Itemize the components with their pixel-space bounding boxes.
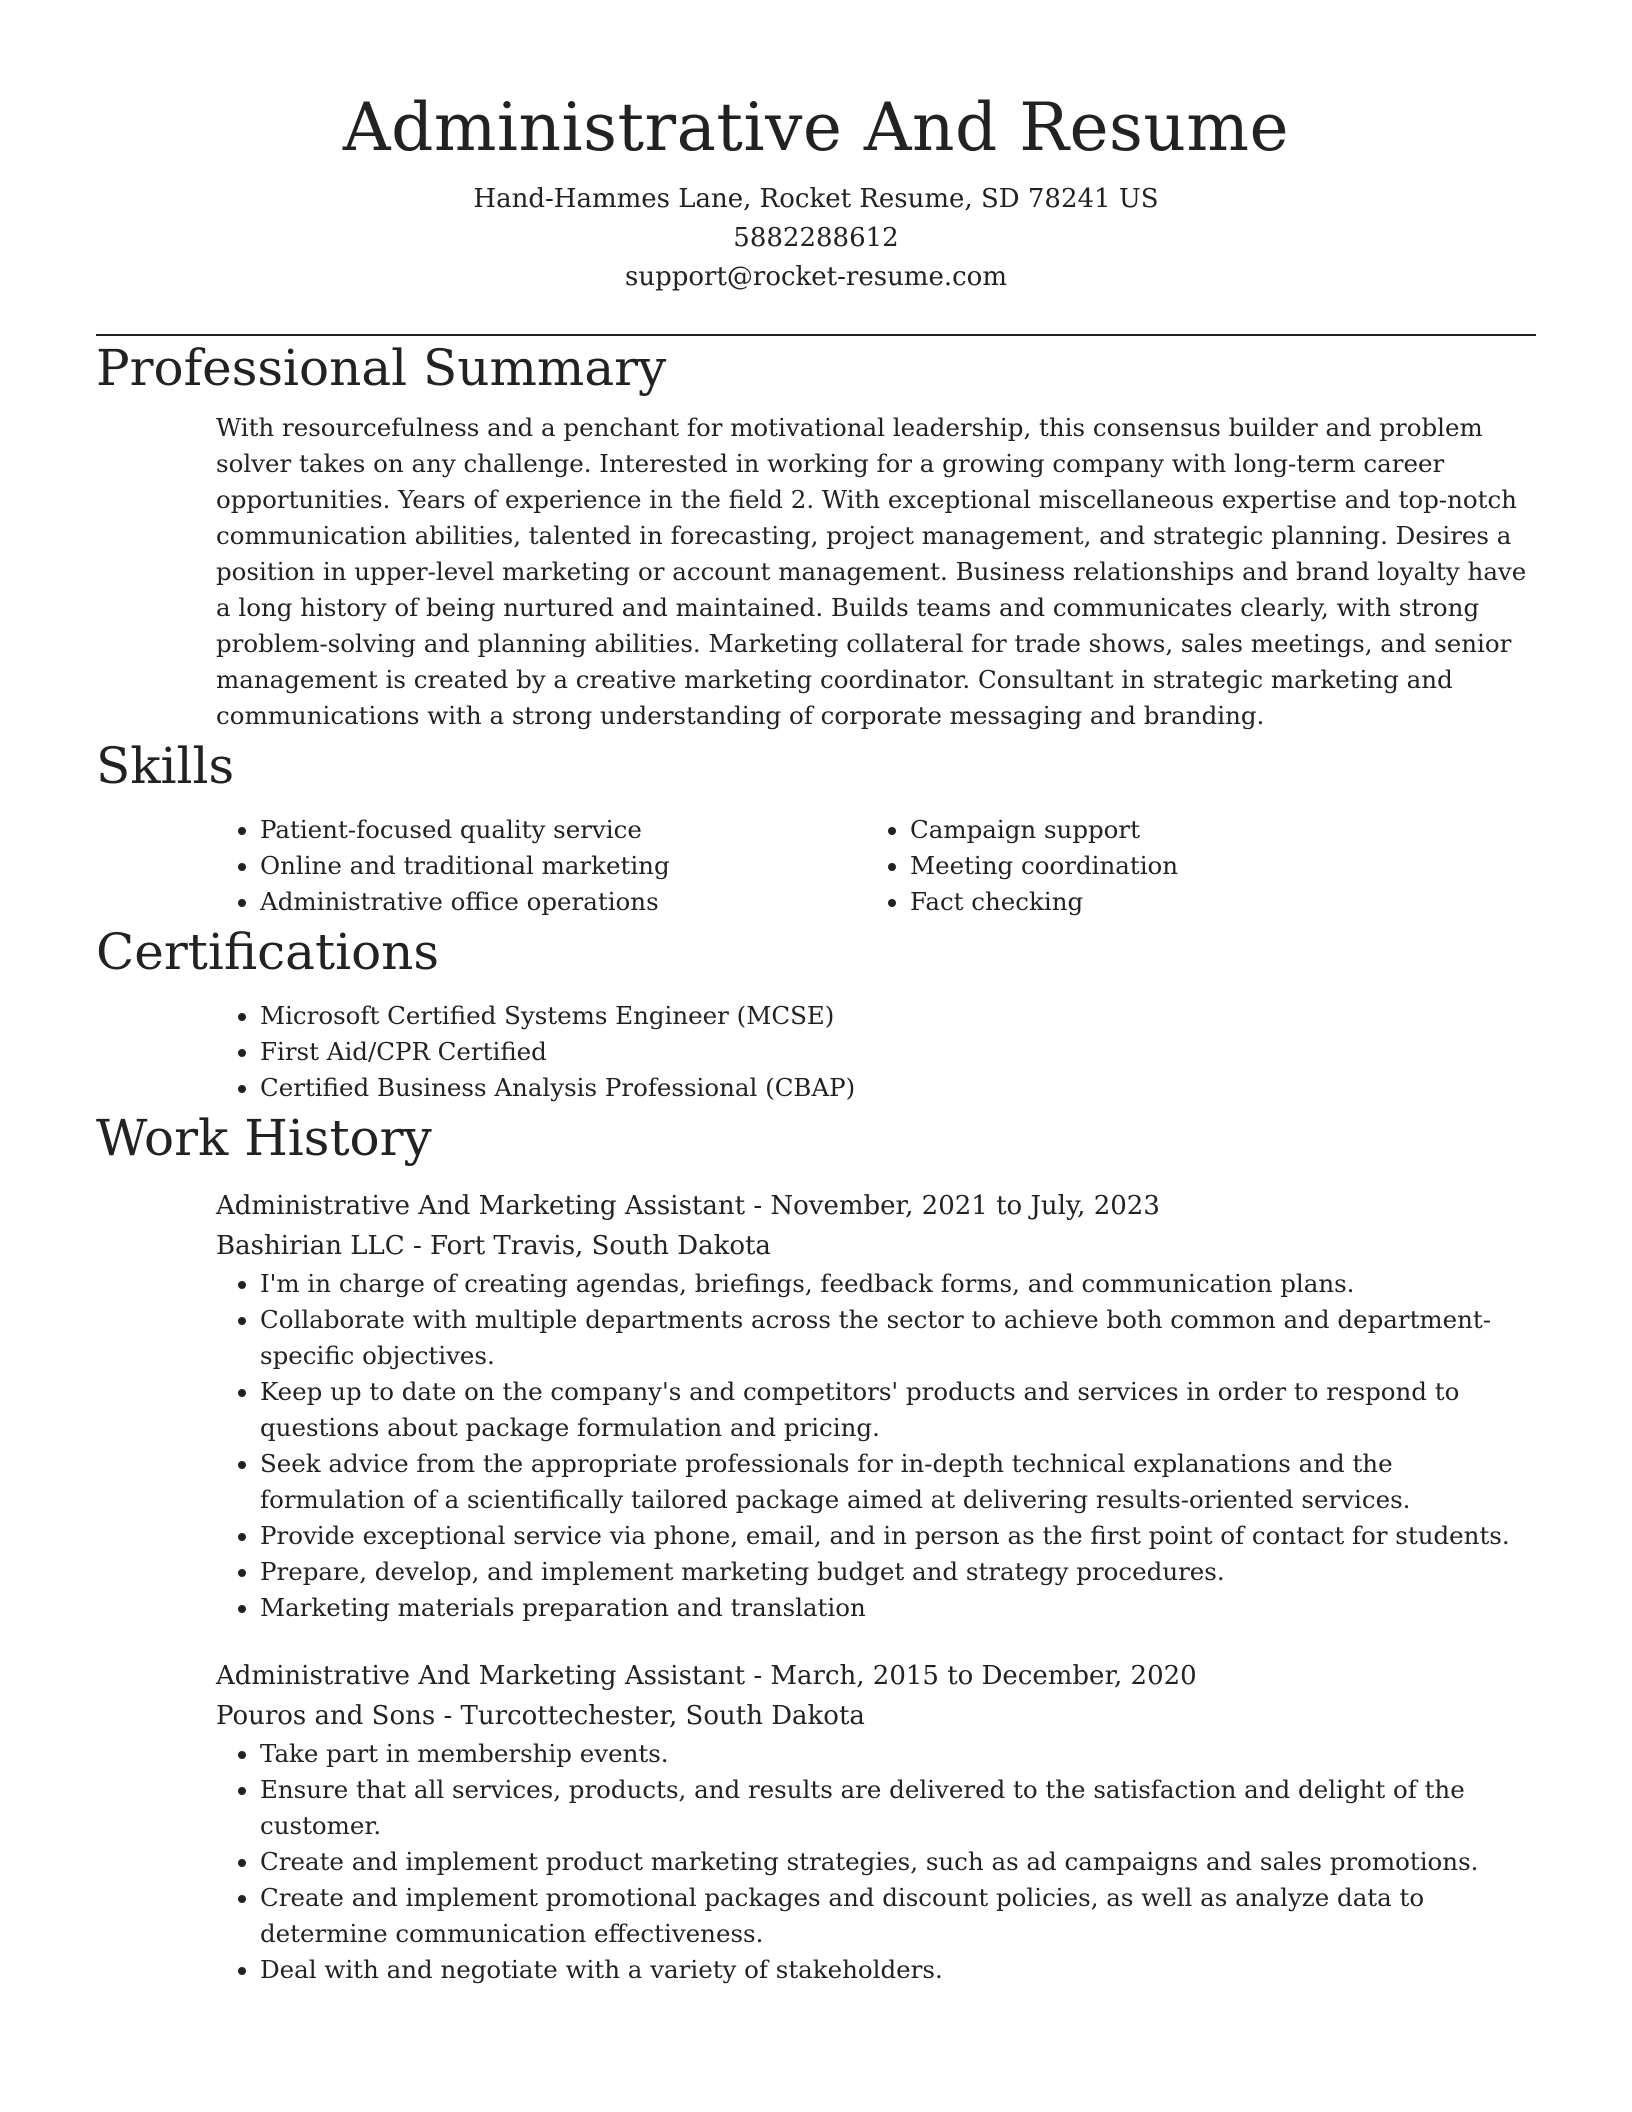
summary-heading: Professional Summary [96, 339, 667, 397]
skills-column-right [866, 812, 1516, 920]
job-duty-item: • Marketing materials preparation and translation [260, 1590, 1536, 1626]
candidate-name: Administrative And Resume [342, 89, 1290, 166]
skills-list-right [866, 812, 1516, 920]
certifications-list [216, 998, 1536, 1106]
job-title-line: Administrative And Marketing Assistant - March, 2015 to December, 2020 [216, 1661, 1197, 1691]
skill-item: • Meeting coordination [910, 848, 1516, 884]
job-duty-item: • Deal with and negotiate with a variety of stakeholders. [260, 1952, 1536, 1988]
contact-email: support@rocket-resume.com [624, 262, 1007, 292]
job-title-line: Administrative And Marketing Assistant - November, 2021 to July, 2023 [216, 1191, 1160, 1221]
work-history-heading: Work History [96, 1109, 432, 1167]
job-entry [216, 1656, 1536, 1988]
certifications-heading: Certifications [96, 923, 440, 981]
job-duty-item: • I'm in charge of creating agendas, briefings, feedback forms, and communication plans. [260, 1266, 1536, 1302]
skills-column-left [216, 812, 866, 920]
job-duties-list [216, 1266, 1536, 1626]
job-duties-list [216, 1736, 1536, 1988]
contact-phone: 5882288612 [733, 223, 899, 253]
skill-item: • Online and traditional marketing [260, 848, 866, 884]
skill-item: • Patient-focused quality service [260, 812, 866, 848]
job-entry [216, 1186, 1536, 1626]
contact-address: Hand-Hammes Lane, Rocket Resume, SD 78241 US [473, 184, 1159, 214]
skill-item: • Administrative office operations [260, 884, 866, 920]
skill-item: • Fact checking [910, 884, 1516, 920]
skills-heading: Skills [96, 737, 235, 795]
job-duty-item: • Create and implement product marketing strategies, such as ad campaigns and sales promotions. [260, 1844, 1536, 1880]
certification-item: • Certified Business Analysis Professional (CBAP) [260, 1070, 1536, 1106]
contact-block [96, 180, 1536, 297]
job-duty-item: • Keep up to date on the company's and competitors' products and services in order to respond to questions about package formulation and pricing. [260, 1374, 1536, 1446]
resume-page [96, 0, 1536, 1988]
certification-item: • Microsoft Certified Systems Engineer (MCSE) [260, 998, 1536, 1034]
job-duty-item: • Prepare, develop, and implement marketing budget and strategy procedures. [260, 1554, 1536, 1590]
job-duty-item: • Take part in membership events. [260, 1736, 1536, 1772]
job-company-line: Pouros and Sons - Turcottechester, South Dakota [216, 1701, 865, 1731]
job-duty-item: • Provide exceptional service via phone, email, and in person as the first point of contact for students. [260, 1518, 1536, 1554]
resume-header [96, 0, 1536, 297]
skill-item: • Campaign support [910, 812, 1516, 848]
job-duty-item: • Create and implement promotional packages and discount policies, as well as analyze data to determine communication effectiveness. [260, 1880, 1536, 1952]
summary-text: With resourcefulness and a penchant for motivational leadership, this consensus builder and problem solver takes on any challenge. Interested in working for a growing company with long-term career opportunities. Years of experience in the field 2. With exceptional miscellaneous expertise and top-notch communication abilities, talented in forecasting, project management, and strategic planning. Desires a position in upper-level marketing or account management. Business relationships and brand loyalty have a long history of being nurtured and maintained. Builds teams and communicates clearly, with strong problem-solving and planning abilities. Marketing collateral for trade shows, sales meetings, and senior management is created by a creative marketing coordinator. Consultant in strategic marketing and communications with a strong understanding of corporate messaging and branding. [216, 413, 1527, 730]
certifications-section [216, 998, 1536, 1106]
skills-grid [216, 812, 1536, 920]
certification-item: • First Aid/CPR Certified [260, 1034, 1536, 1070]
job-company-line: Bashirian LLC - Fort Travis, South Dakota [216, 1231, 771, 1261]
job-duty-item: • Collaborate with multiple departments across the sector to achieve both common and department-specific objectives. [260, 1302, 1536, 1374]
job-duty-item: • Ensure that all services, products, and results are delivered to the satisfaction and delight of the customer. [260, 1772, 1536, 1844]
job-duty-item: • Seek advice from the appropriate professionals for in-depth technical explanations and the formulation of a scientifically tailored package aimed at delivering results-oriented services. [260, 1446, 1536, 1518]
skills-list-left [216, 812, 866, 920]
